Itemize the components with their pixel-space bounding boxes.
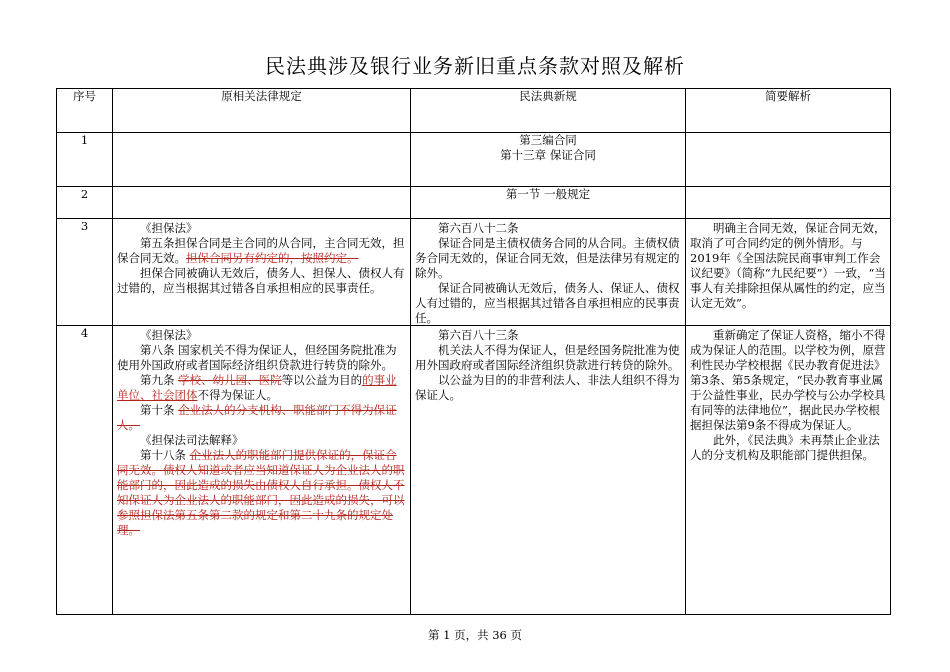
civil-code-cell — [411, 219, 686, 326]
inserted-text: 的事业单位、社会团体 — [117, 373, 397, 402]
header-civil-code: 民法典新规 — [411, 89, 686, 133]
deleted-text: 学校、幼儿园、医院 — [178, 373, 282, 387]
article-text: 第十条 企业法人的分支机构、职能部门不得为保证人。 — [117, 403, 397, 432]
cell-empty — [113, 187, 411, 219]
analysis-text: 此外，《民法典》未再禁止企业法人的分支机构及职能部门提供担保。 — [690, 433, 880, 462]
cell-empty — [686, 133, 891, 187]
deleted-text: 企业法人的分支机构、职能部门不得为保证人。 — [117, 403, 397, 432]
row-number: 4 — [57, 326, 113, 615]
article-number: 第六百八十三条 — [438, 328, 519, 342]
table-row — [57, 133, 891, 187]
row-number: 1 — [57, 133, 113, 187]
row-number: 3 — [57, 219, 113, 326]
article-text: 第十八条 企业法人的职能部门提供保证的，保证合同无效。债权人知道或者应当知道保证人为企业法人的职能部门的，因此造成的损失由债权人自行承担。债权人不知保证人为企业法人的职能部门，因此造成的损失，可以参照担保法第五条第二款的规定和第二十九条的规定处理。 — [117, 448, 405, 537]
law-name: 《担保法司法解释》 — [140, 433, 244, 447]
row-number: 2 — [57, 187, 113, 219]
article-text: 担保合同被确认无效后，债务人、担保人、债权人有过错的，应当根据其过错各自承担相应的民事责任。 — [117, 266, 405, 295]
article-text: 保证合同被确认无效后，债务人、保证人、债权人有过错的，应当根据其过错各自承担相应的民事责任。 — [415, 281, 680, 325]
table-row — [57, 326, 891, 615]
document-title: 民法典涉及银行业务新旧重点条款对照及解析 — [265, 54, 685, 78]
analysis-text: 重新确定了保证人资格，缩小不得成为保证人的范围。以学校为例，原营利性民办学校根据《民办教育促进法》第3条、第5条规定，“民办教育事业属于公益性事业，民办学校与公办学校具有同等的法律地位”，据此民办学校根据担保法第9条不得成为保证人。 — [690, 328, 886, 432]
table-header-row — [57, 89, 891, 133]
part-title: 第三编合同 — [519, 133, 577, 147]
civil-code-cell — [411, 326, 686, 615]
old-law-cell — [113, 219, 411, 326]
table-row — [57, 219, 891, 326]
law-name: 《担保法》 — [140, 221, 198, 235]
analysis-cell — [686, 326, 891, 615]
comparison-table — [56, 88, 891, 615]
article-text: 以公益为目的的非营利法人、非法人组织不得为保证人。 — [415, 373, 680, 402]
article-text: 第九条 学校、幼儿园、医院等以公益为目的的事业单位、社会团体不得为保证人。 — [117, 373, 397, 402]
article-number: 第六百八十二条 — [438, 221, 519, 235]
article-text: 机关法人不得为保证人，但是经国务院批准为使用外国政府或者国际经济组织贷款进行转贷的除外。 — [415, 343, 680, 372]
cell-empty — [113, 133, 411, 187]
header-no: 序号 — [57, 89, 113, 133]
chapter-title: 第十三章 保证合同 — [500, 148, 596, 162]
section-title: 第一节 一般规定 — [411, 187, 686, 219]
table-row — [57, 187, 891, 219]
article-text: 第八条 国家机关不得为保证人，但经国务院批准为使用外国政府或者国际经济组织贷款进行转贷的除外。 — [117, 343, 397, 372]
analysis-text: 明确主合同无效，保证合同无效，取消了可合同约定的例外情形。与2019年《全国法院民商事审判工作会议纪要》（简称“九民纪要”）一致，“当事人有关排除担保从属性的约定，应当认定无效”。 — [690, 221, 886, 310]
deleted-text: 担保合同另有约定的，按照约定。 — [186, 251, 359, 265]
deleted-text: 企业法人的职能部门提供保证的，保证合同无效。债权人知道或者应当知道保证人为企业法人的职能部门的，因此造成的损失由债权人自行承担。债权人不知保证人为企业法人的职能部门，因此造成的损失，可以参照担保法第五条第二款的规定和第二十九条的规定处理。 — [117, 448, 405, 537]
chapter-heading-cell — [411, 133, 686, 187]
header-analysis: 简要解析 — [686, 89, 891, 133]
page-footer: 第 1 页，共 36 页 — [427, 628, 523, 642]
article-text: 第五条担保合同是主合同的从合同，主合同无效，担保合同无效。担保合同另有约定的，按照约定。 — [117, 236, 405, 265]
old-law-cell — [113, 326, 411, 615]
article-text: 保证合同是主债权债务合同的从合同。主债权债务合同无效的，保证合同无效，但是法律另有规定的除外。 — [415, 236, 680, 280]
analysis-cell — [686, 219, 891, 326]
law-name: 《担保法》 — [140, 328, 198, 342]
cell-empty — [686, 187, 891, 219]
header-old-law: 原相关法律规定 — [113, 89, 411, 133]
